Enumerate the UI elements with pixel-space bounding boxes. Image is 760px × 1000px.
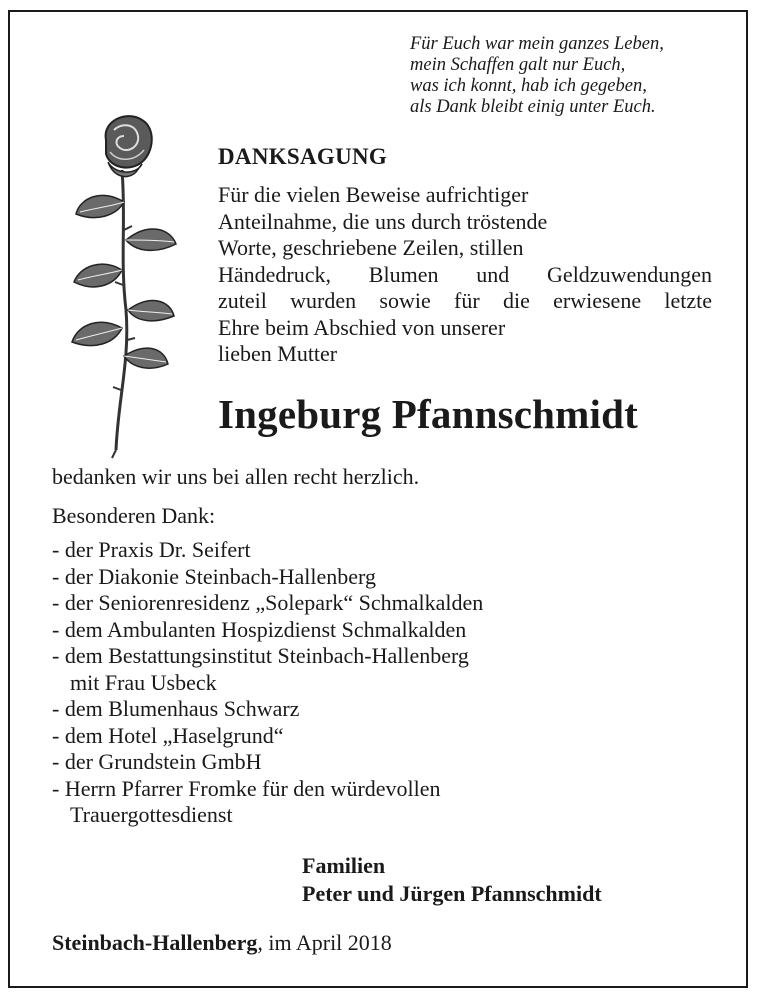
thanks-body — [52, 464, 732, 829]
signature-line: Peter und Jürgen Pfannschmidt — [302, 881, 602, 906]
place: Steinbach-Hallenberg — [52, 930, 258, 955]
poem-line: was ich konnt, hab ich gegeben, — [410, 76, 647, 96]
list-item: - dem Ambulanten Hospizdienst Schmalkalden — [52, 616, 467, 642]
list-item: - dem Hotel „Haselgrund“ — [52, 722, 284, 748]
intro-line: Händedruck, Blumen und Geldzuwendungen — [218, 261, 712, 287]
list-item: - Herrn Pfarrer Fromke für den würdevollen — [52, 775, 441, 801]
deceased-name: Ingeburg Pfannschmidt — [218, 391, 638, 437]
intro-line: Ehre beim Abschied von unserer — [218, 314, 506, 340]
signature-line: Familien — [302, 853, 386, 878]
thanks-list — [52, 537, 732, 829]
obituary-frame — [8, 10, 748, 988]
poem-line: als Dank bleibt einig unter Euch. — [410, 97, 656, 117]
poem — [410, 34, 664, 118]
intro-line: lieben Mutter — [218, 341, 338, 366]
signature — [302, 852, 602, 908]
intro-line: Für die vielen Beweise aufrichtiger — [218, 182, 529, 207]
heading: DANKSAGUNG — [218, 144, 388, 169]
rose-icon — [66, 110, 186, 460]
list-item-continuation: Trauergottesdienst — [70, 802, 233, 827]
special-thanks-label: Besonderen Dank: — [52, 502, 216, 528]
list-item: - der Grundstein GmbH — [52, 749, 262, 774]
list-item: - der Diakonie Steinbach-Hallenberg — [52, 563, 376, 589]
list-item: - der Praxis Dr. Seifert — [52, 537, 251, 562]
thanks-line: bedanken wir uns bei allen recht herzlich. — [52, 464, 420, 489]
list-item: - der Seniorenresidenz „Solepark“ Schmalkalden — [52, 590, 484, 615]
poem-line: mein Schaffen galt nur Euch, — [410, 55, 626, 75]
intro-line: Anteilnahme, die uns durch tröstende — [218, 208, 548, 234]
intro-line: zuteil wurden sowie für die erwiesene letzte — [218, 288, 712, 313]
list-item: - dem Bestattungsinstitut Steinbach-Hallenberg — [52, 643, 469, 668]
list-item-continuation: mit Frau Usbeck — [70, 669, 217, 695]
place-date — [52, 930, 392, 956]
poem-line: Für Euch war mein ganzes Leben, — [410, 34, 664, 54]
date: , im April 2018 — [257, 930, 392, 955]
intro-text — [218, 182, 712, 368]
intro-line: Worte, geschriebene Zeilen, stillen — [218, 235, 524, 260]
list-item: - dem Blumenhaus Schwarz — [52, 696, 300, 721]
